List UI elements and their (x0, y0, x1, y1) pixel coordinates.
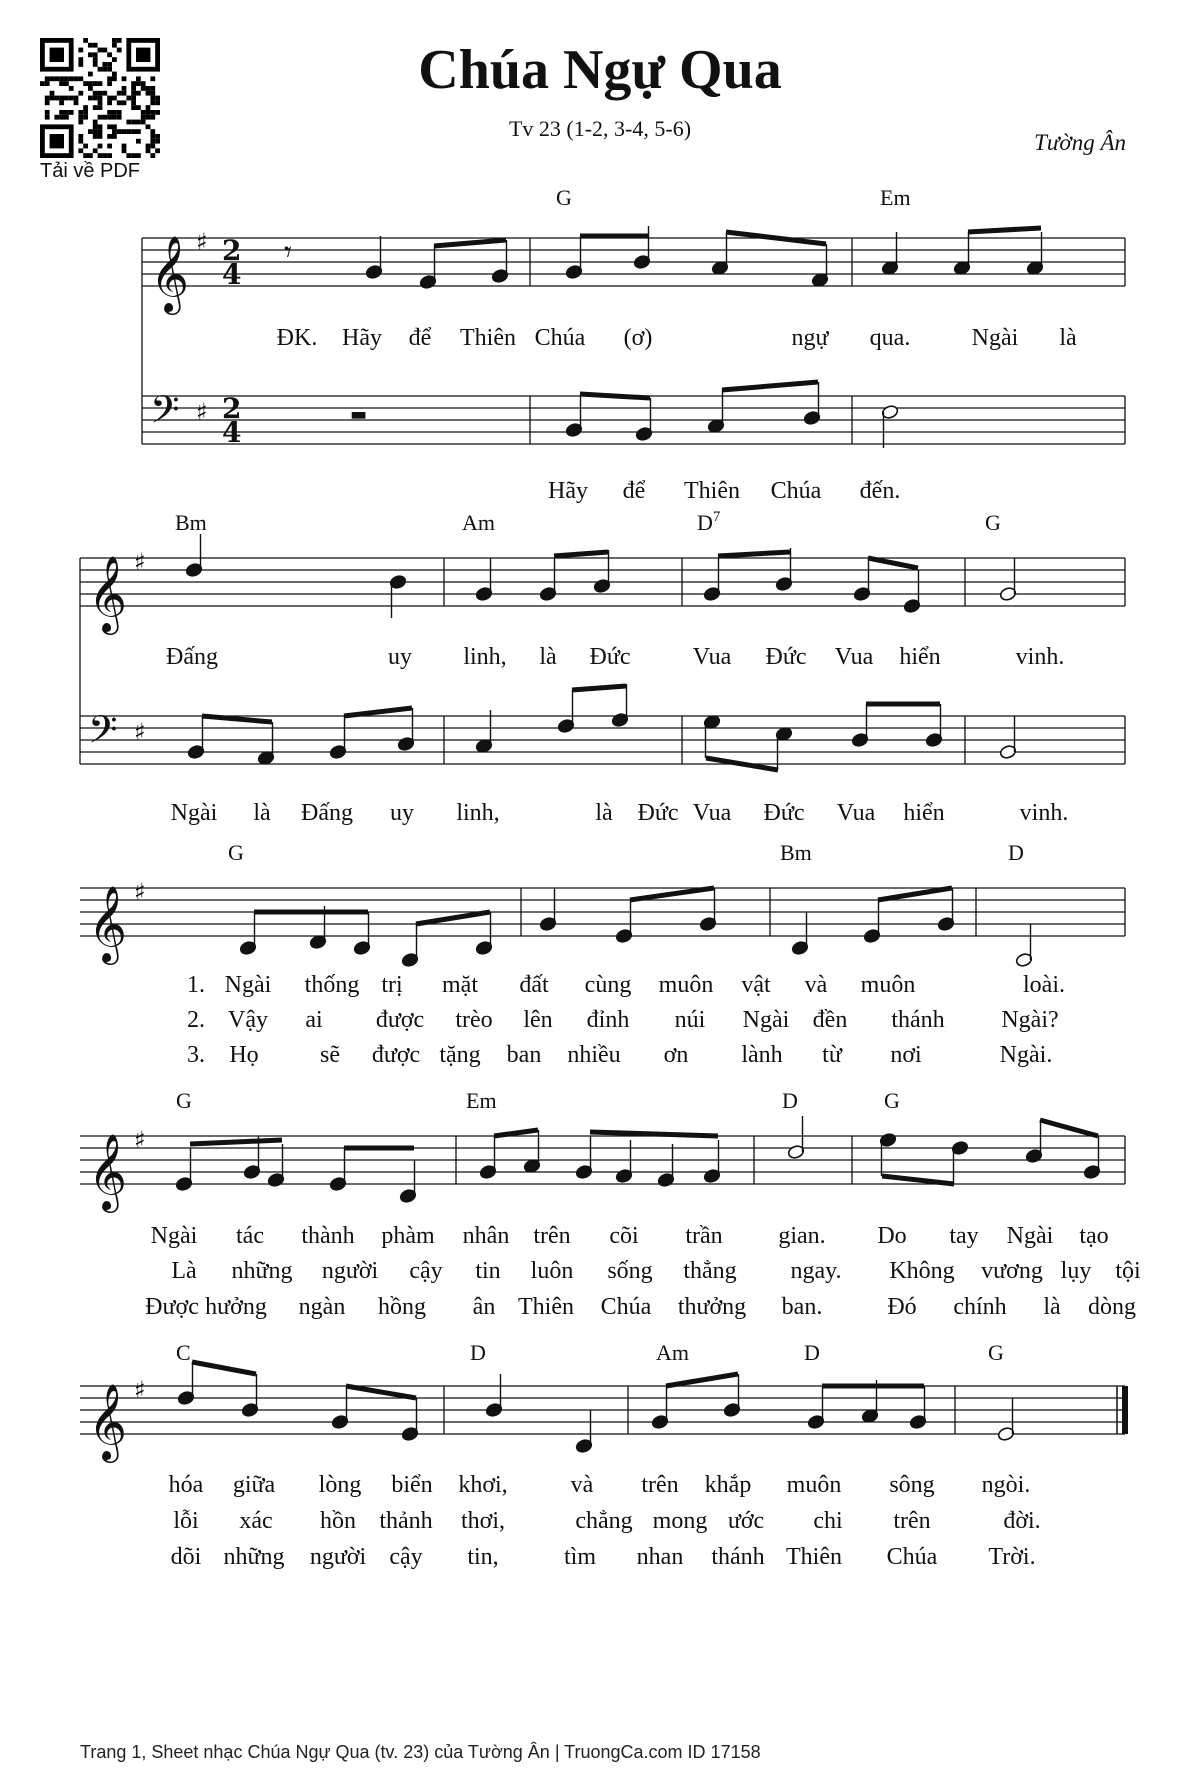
lyric-syllable: là (253, 800, 271, 826)
lyric-syllable: người (309, 1544, 367, 1570)
chord-symbol: D (804, 1340, 820, 1365)
note-beam (192, 1362, 256, 1374)
lyric-syllable: chẳng (575, 1508, 633, 1534)
note-beam (580, 394, 650, 398)
lyric-syllable: những (231, 1258, 293, 1284)
time-signature: 2 (222, 234, 242, 267)
lyric-syllable: lên (523, 1007, 553, 1033)
lyric-syllable: sông (889, 1472, 935, 1498)
song-subtitle: Tv 23 (1-2, 3-4, 5-6) (508, 116, 692, 141)
lyric-syllable: Đó (887, 1294, 917, 1320)
lyric-syllable: tay (949, 1223, 979, 1249)
lyric-syllable: tin (475, 1258, 501, 1284)
song-title: Chúa Ngự Qua (418, 39, 782, 101)
note-beam (572, 686, 626, 690)
lyric-syllable: dòng (1088, 1294, 1136, 1320)
lyric-syllable: Thiên (684, 478, 740, 504)
lyric-syllable: qua. (869, 325, 911, 351)
lyric-syllable: lỗi (173, 1508, 199, 1534)
lyric-syllable: hưởng (205, 1294, 267, 1320)
note-beam (1040, 1120, 1098, 1136)
lyric-syllable: từ (822, 1042, 842, 1068)
lyric-syllable: uy (390, 800, 414, 826)
lyric-syllable: lành (741, 1042, 783, 1068)
lyric-syllable: thống (304, 972, 360, 998)
note-beam (190, 1140, 282, 1144)
note-beam (868, 558, 918, 568)
lyric-syllable: (ơ) (623, 325, 653, 351)
lyric-syllable: loài. (1023, 972, 1065, 998)
lyric-syllable: Ngài. (999, 1042, 1053, 1068)
lyric-syllable: Vua (692, 800, 732, 826)
note-beam (878, 888, 952, 900)
lyric-syllable: Hãy (548, 478, 588, 504)
lyric-syllable: hồn (320, 1508, 356, 1534)
lyric-syllable: là (539, 644, 557, 670)
chord-symbol: G (988, 1340, 1004, 1365)
lyric-syllable: Ngài (971, 325, 1019, 351)
lyric-syllable: cậy (389, 1544, 423, 1570)
lyric-syllable: Được (145, 1294, 199, 1320)
lyric-syllable: vinh. (1019, 800, 1069, 826)
note-beam (344, 708, 412, 716)
chord-symbol: G (985, 510, 1001, 535)
lyric-syllable: đời. (1003, 1508, 1041, 1534)
chord-symbol: D (470, 1340, 486, 1365)
lyric-syllable: ngàn (298, 1294, 346, 1320)
chord-symbol: Bm (780, 840, 812, 865)
lyric-syllable: nhân (462, 1223, 510, 1249)
lyric-syllable: tạo (1079, 1223, 1109, 1249)
lyric-syllable: lụy (1060, 1258, 1092, 1284)
lyric-syllable: thưởng (677, 1294, 747, 1320)
composer-name: Tường Ân (1034, 130, 1126, 155)
time-signature: 2 (222, 392, 242, 425)
chord-symbol: D (782, 1088, 798, 1113)
lyric-syllable: gian. (778, 1223, 826, 1249)
lyric-syllable: Đấng (301, 800, 353, 826)
lyric-syllable: đến. (859, 478, 901, 504)
lyric-syllable: tác (236, 1223, 264, 1249)
lyric-syllable: cậy (409, 1258, 443, 1284)
note-beam (416, 912, 490, 924)
lyric-syllable: biển (391, 1472, 433, 1498)
note-beam (882, 1176, 954, 1184)
lyric-syllable: hồng (378, 1294, 426, 1320)
lyric-syllable: Đức (589, 644, 631, 670)
lyric-syllable: thơi, (460, 1508, 506, 1534)
note-beam (630, 888, 714, 900)
treble-clef-icon: 𝄞 (88, 555, 128, 632)
lyric-syllable: và (804, 972, 828, 998)
page-footer: Trang 1, Sheet nhạc Chúa Ngự Qua (tv. 23) của Tường Ân | TruongCa.com ID 17158 (80, 1742, 761, 1762)
lyric-syllable: Chúa (600, 1294, 652, 1320)
note-beam (722, 382, 818, 390)
lyric-syllable: Ngài (224, 972, 272, 998)
key-sharp-icon: ♯ (134, 1126, 146, 1154)
lyric-syllable: đỉnh (586, 1007, 630, 1033)
lyric-syllable: Thiên (786, 1544, 842, 1570)
lyric-syllable: hóa (168, 1472, 204, 1498)
lyric-syllable: cõi (609, 1223, 639, 1249)
lyric-syllable: Đức (637, 800, 679, 826)
lyric-syllable: ngòi. (981, 1472, 1031, 1498)
lyric-syllable: Đức (763, 800, 805, 826)
chord-symbol: G (884, 1088, 900, 1113)
lyric-syllable: nhan (636, 1544, 684, 1570)
lyric-syllable: hiển (899, 644, 941, 670)
lyric-syllable: mặt (442, 972, 478, 998)
lyric-syllable: trị (381, 972, 403, 998)
bass-clef-icon: 𝄢 (150, 387, 180, 441)
note-beam (346, 1386, 416, 1398)
lyric-syllable: khắp (704, 1472, 752, 1498)
chord-symbol: Am (656, 1340, 689, 1365)
note-beam (554, 552, 608, 556)
lyric-syllable: dõi (170, 1544, 202, 1570)
lyric-syllable: Đấng (166, 644, 218, 670)
lyric-syllable: thành (301, 1223, 355, 1249)
lyric-syllable: thánh (891, 1007, 945, 1033)
lyric-syllable: được (375, 1007, 425, 1033)
lyric-syllable: tặng (439, 1042, 481, 1068)
lyric-syllable: lòng (318, 1472, 362, 1498)
lyric-syllable: Không (889, 1258, 955, 1284)
lyric-syllable: vương (981, 1258, 1043, 1284)
note-beam (494, 1130, 538, 1136)
lyric-syllable: ước (727, 1508, 765, 1534)
note-beam (718, 552, 790, 556)
lyric-syllable: nhiều (567, 1042, 621, 1068)
lyric-syllable: cùng (584, 972, 632, 998)
lyric-syllable: tin, (467, 1544, 499, 1570)
lyric-syllable: sống (607, 1258, 653, 1284)
lyric-syllable: Ngài? (1001, 1007, 1059, 1033)
lyric-syllable: linh, (463, 644, 507, 670)
lyric-syllable: ơn (663, 1042, 689, 1068)
lyric-syllable: thảnh (379, 1508, 433, 1534)
lyric-syllable: giữa (232, 1472, 276, 1498)
lyric-syllable: để (408, 325, 432, 351)
chord-symbol: $D^7$ (697, 509, 721, 535)
eighth-rest-icon: 𝄾 (284, 235, 292, 270)
lyric-syllable: xác (239, 1508, 273, 1534)
note-beam (434, 240, 506, 246)
lyric-syllable: 3. (187, 1042, 205, 1068)
lyric-syllable: ai (305, 1007, 323, 1033)
lyric-syllable: Hãy (342, 325, 382, 351)
lyric-syllable: ban (506, 1042, 542, 1068)
treble-clef-icon: 𝄞 (150, 235, 190, 312)
lyric-syllable: Chúa (886, 1544, 938, 1570)
lyric-syllable: 2. (187, 1007, 205, 1033)
lyric-syllable: nơi (890, 1042, 922, 1068)
lyric-syllable: thánh (711, 1544, 765, 1570)
chord-symbol: C (176, 1340, 191, 1365)
chord-symbol: Am (462, 510, 495, 535)
lyric-syllable: hiển (903, 800, 945, 826)
lyric-syllable: ngay. (790, 1258, 842, 1284)
lyric-syllable: Thiên (518, 1294, 574, 1320)
download-pdf-link[interactable]: Tải về PDF (40, 160, 141, 182)
lyric-syllable: Do (877, 1223, 907, 1249)
lyric-syllable: Vua (834, 644, 874, 670)
chord-symbol: Em (466, 1088, 497, 1113)
lyric-syllable: để (622, 478, 646, 504)
chord-symbol: Em (880, 185, 911, 210)
lyric-syllable: muôn (658, 972, 714, 998)
lyric-syllable: Là (171, 1258, 197, 1284)
lyric-syllable: đất (519, 972, 549, 998)
lyric-syllable: Vua (836, 800, 876, 826)
lyric-syllable: Ngài (150, 1223, 198, 1249)
lyric-syllable: Vua (692, 644, 732, 670)
treble-clef-icon: 𝄞 (88, 885, 128, 962)
lyric-syllable: người (321, 1258, 379, 1284)
lyric-syllable: Ngài (1006, 1223, 1054, 1249)
lyric-syllable: chính (953, 1294, 1007, 1320)
lyric-syllable: ân (472, 1294, 496, 1320)
lyric-syllable: Vậy (228, 1007, 268, 1033)
chord-symbol: G (176, 1088, 192, 1113)
lyric-syllable: Ngài (170, 800, 218, 826)
lyric-syllable: thẳng (683, 1258, 737, 1284)
lyric-syllable: trên (533, 1223, 571, 1249)
lyric-syllable: muôn (786, 1472, 842, 1498)
lyric-syllable: được (371, 1042, 421, 1068)
lyric-syllable: là (1059, 325, 1077, 351)
lyric-syllable: trên (641, 1472, 679, 1498)
lyric-syllable: Trời. (988, 1544, 1036, 1570)
lyric-syllable: tìm (563, 1544, 597, 1570)
chord-symbol: Bm (175, 510, 207, 535)
lyric-syllable: những (223, 1544, 285, 1570)
lyric-syllable: và (570, 1472, 594, 1498)
lyric-syllable: là (595, 800, 613, 826)
lyric-syllable: Chúa (770, 478, 822, 504)
note-beam (968, 228, 1041, 232)
bass-clef-icon: 𝄢 (88, 707, 118, 761)
lyric-syllable: Thiên (460, 325, 516, 351)
lyric-syllable: trần (685, 1223, 723, 1249)
lyric-syllable: Đức (765, 644, 807, 670)
lyric-syllable: vật (741, 972, 771, 998)
lyric-syllable: luôn (530, 1258, 574, 1284)
lyric-syllable: ĐK. (276, 325, 318, 351)
lyric-syllable: ngự (791, 325, 829, 351)
lyric-syllable: tội (1115, 1258, 1141, 1284)
lyric-syllable: muôn (860, 972, 916, 998)
time-signature: 4 (222, 416, 242, 449)
lyric-syllable: mong (652, 1508, 708, 1534)
key-sharp-icon: ♯ (134, 718, 146, 746)
lyric-syllable: uy (388, 644, 412, 670)
lyric-syllable: trèo (455, 1007, 493, 1033)
note-beam (202, 716, 272, 722)
key-sharp-icon: ♯ (134, 1376, 146, 1404)
key-sharp-icon: ♯ (196, 228, 208, 256)
key-sharp-icon: ♯ (134, 878, 146, 906)
lyric-syllable: Chúa (534, 325, 586, 351)
lyric-syllable: khơi, (458, 1472, 508, 1498)
chord-symbol: G (556, 185, 572, 210)
key-sharp-icon: ♯ (196, 398, 208, 426)
lyric-syllable: ban. (781, 1294, 823, 1320)
time-signature: 4 (222, 258, 242, 291)
lyric-syllable: vinh. (1015, 644, 1065, 670)
note-beam (666, 1374, 738, 1386)
lyric-syllable: Họ (229, 1042, 259, 1068)
lyric-syllable: phàm (381, 1223, 435, 1249)
lyric-syllable: chi (813, 1508, 843, 1534)
chord-symbol: G (228, 840, 244, 865)
lyric-syllable: núi (674, 1007, 706, 1033)
chord-symbol: D (1008, 840, 1024, 865)
lyric-syllable: đền (812, 1007, 848, 1033)
lyric-syllable: linh, (456, 800, 500, 826)
lyric-syllable: trên (893, 1508, 931, 1534)
lyric-syllable: là (1043, 1294, 1061, 1320)
lyric-syllable: sẽ (320, 1042, 340, 1068)
half-rest-icon: ▬ (350, 404, 368, 425)
treble-clef-icon: 𝄞 (88, 1383, 128, 1460)
lyric-syllable: Ngài (742, 1007, 790, 1033)
treble-clef-icon: 𝄞 (88, 1133, 128, 1210)
key-sharp-icon: ♯ (134, 548, 146, 576)
lyric-syllable: 1. (187, 972, 205, 998)
